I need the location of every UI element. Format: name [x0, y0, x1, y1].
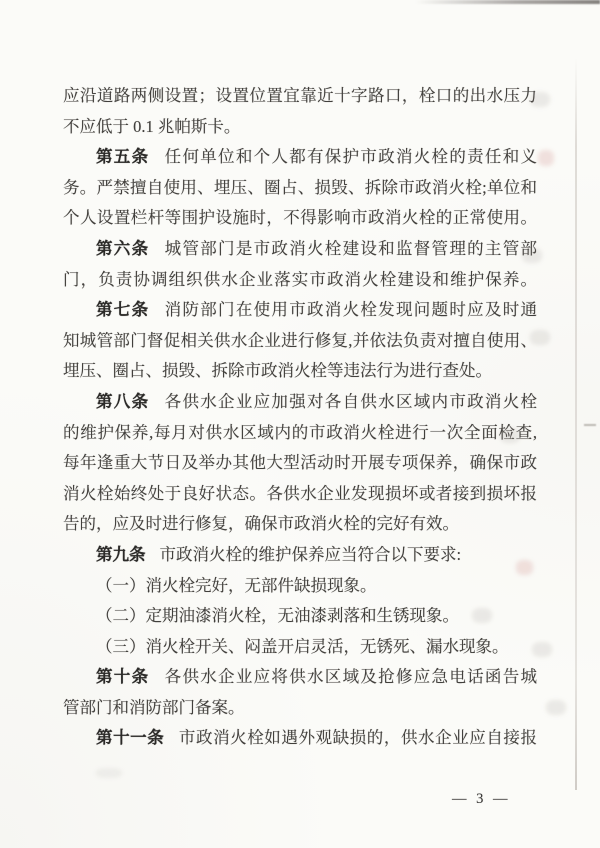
line-text: （二）定期油漆消火栓，无油漆剥落和生锈现象。: [96, 606, 459, 626]
line-text: 知城管部门督促相关供水企业进行修复,并依法负责对擅自使用、: [63, 330, 537, 350]
line-text: 埋压、圈占、损毁、拆除市政消火栓等违法行为进行查处。: [63, 361, 492, 381]
text-line: [63, 173, 537, 204]
article-number: 第七条: [96, 300, 150, 320]
line-text: 消防部门在使用市政消火栓发现问题时应及时通: [163, 300, 538, 320]
line-text: 不应低于 0.1 兆帕斯卡。: [63, 116, 241, 136]
article-number: 第六条: [96, 238, 150, 258]
line-text: 门，负责协调组织供水企业落实市政消火栓建设和维护保养。: [63, 269, 537, 289]
scan-artifact-ghost: [96, 768, 122, 778]
article-number: 第五条: [96, 147, 150, 167]
scan-artifact-crease-tick: [584, 424, 596, 426]
line-text: 管部门和消防部门备案。: [63, 697, 245, 717]
text-line: [63, 632, 537, 663]
scan-artifact-ghost: [546, 700, 566, 715]
text-line: [63, 234, 537, 265]
line-text: 应沿道路两侧设置；设置位置宜靠近十字路口，栓口的出水压力: [63, 86, 537, 105]
scan-artifact-crease-line: [575, 58, 577, 790]
text-line: [63, 203, 537, 234]
page-number: — 3 —: [452, 791, 511, 807]
text-line: [63, 509, 537, 540]
text-line: [63, 265, 537, 296]
line-text: 各供水企业应将供水区域及抢修应急电话函告城: [163, 667, 538, 687]
text-line: [63, 540, 537, 571]
article-number: 第十一条: [96, 728, 165, 748]
text-line: [63, 723, 537, 754]
line-text: 市政消火栓的维护保养应当符合以下要求:: [159, 544, 462, 564]
text-line: [63, 356, 537, 387]
text-line: [63, 693, 537, 724]
line-text: 城管部门是市政消火栓建设和监督管理的主管部: [163, 238, 538, 258]
text-line: [63, 387, 537, 418]
text-line: [63, 662, 537, 693]
line-text: （一）消火栓完好，无部件缺损现象。: [96, 575, 377, 595]
line-text: （三）消火栓开关、闷盖开启灵活，无锈死、漏水现象。: [96, 636, 509, 656]
line-text: 务。严禁擅自使用、埋压、圈占、损毁、拆除市政消火栓;单位和: [63, 177, 537, 197]
article-number: 第十条: [96, 667, 150, 687]
line-text: 每年逢重大节日及举办其他大型活动时开展专项保养，确保市政: [63, 453, 537, 473]
text-line: [63, 601, 537, 632]
text-line: [63, 81, 537, 112]
line-text: 个人设置栏杆等围护设施时，不得影响市政消火栓的正常使用。: [63, 208, 537, 228]
text-line: [63, 448, 537, 479]
text-line: [63, 571, 537, 602]
line-text: 告的，应及时进行修复，确保市政消火栓的完好有效。: [63, 514, 459, 534]
scan-artifact-top-edge: [415, 0, 600, 4]
line-text: 的维护保养,每月对供水区域内的市政消火栓进行一次全面检查,: [63, 422, 537, 442]
text-line: [63, 418, 537, 449]
line-text: 消火栓始终处于良好状态。各供水企业发现损坏或者接到损坏报: [63, 483, 537, 503]
article-number: 第九条: [96, 544, 146, 564]
scan-artifact-ghost: [538, 150, 554, 166]
line-text: 任何单位和个人都有保护市政消火栓的责任和义: [163, 147, 538, 167]
text-line: [63, 295, 537, 326]
article-number: 第八条: [96, 391, 150, 411]
text-line: [63, 479, 537, 510]
line-text: 市政消火栓如遇外观缺损的，供水企业应自接报: [178, 728, 538, 748]
text-line: [63, 142, 537, 173]
document-body: [63, 81, 537, 754]
line-text: 各供水企业应加强对各自供水区域内市政消火栓: [163, 391, 538, 411]
text-line: [63, 112, 537, 143]
text-line: [63, 326, 537, 357]
